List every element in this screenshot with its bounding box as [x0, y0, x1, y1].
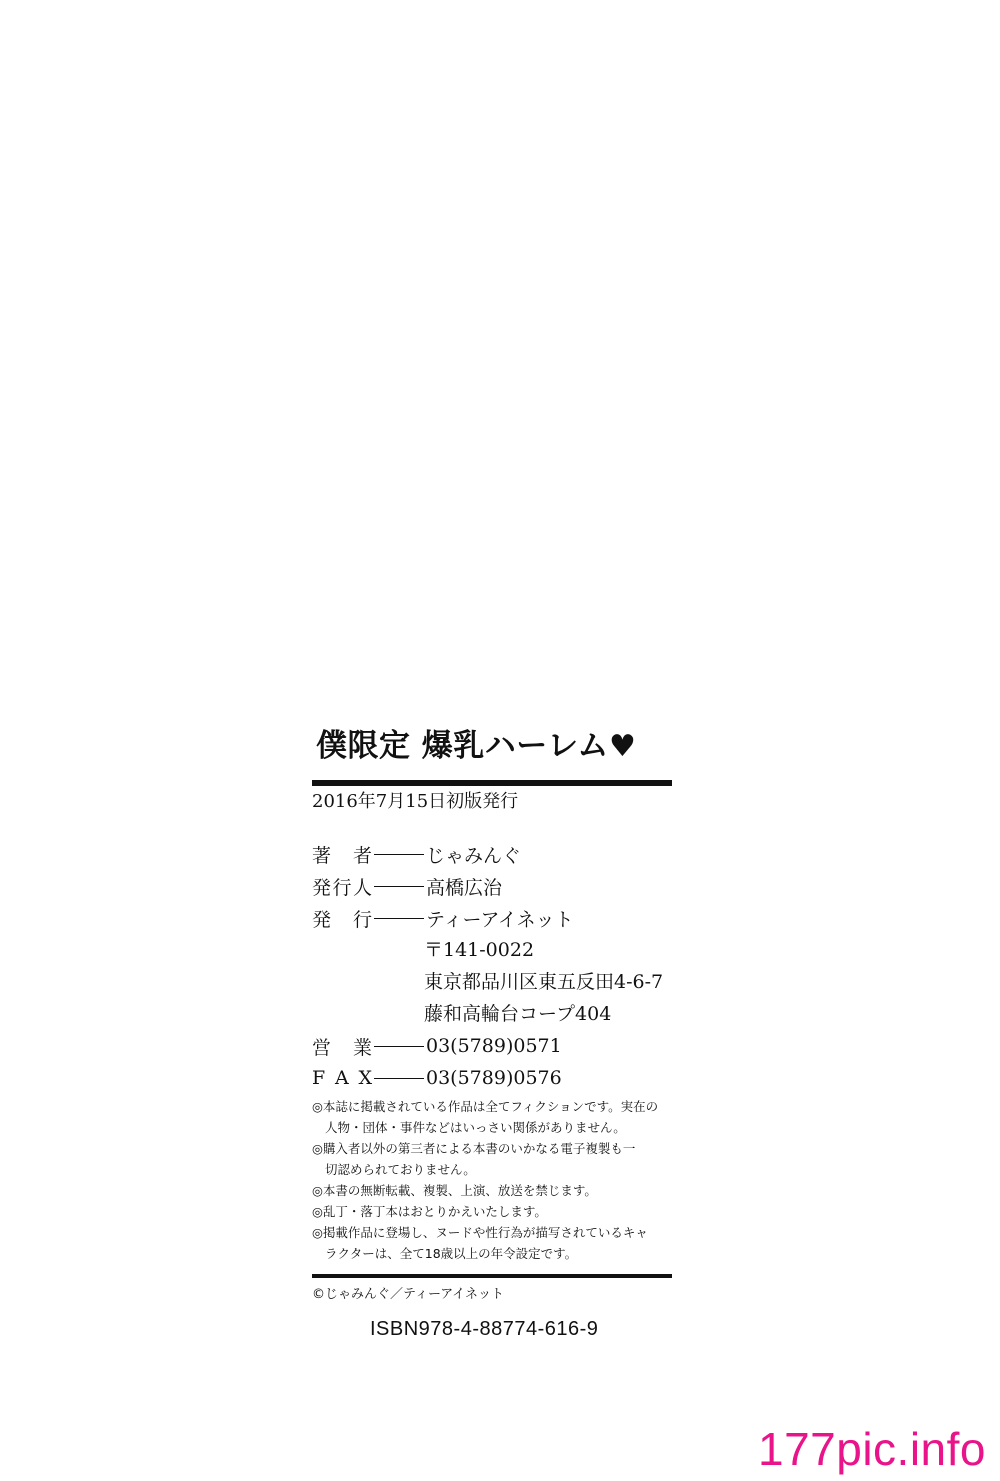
notice-line: ラクターは、全て18歳以上の年令設定です。 [325, 1246, 578, 1261]
heart-icon: ♥ [608, 729, 637, 764]
leader-dash [374, 854, 424, 855]
address-line-1: 東京都品川区東五反田4-6-7 [424, 971, 664, 993]
credit-label: 発 行 [312, 908, 372, 931]
postal-code: 〒141-0022 [424, 939, 535, 961]
title-rule [312, 780, 672, 786]
credit-label: 発行人 [312, 876, 372, 899]
credit-row-publisher [312, 902, 672, 934]
contact-label: 営 業 [312, 1036, 372, 1059]
book-title [312, 722, 672, 770]
credit-value: じゃみんぐ [426, 844, 522, 867]
contact-row-sales [312, 1030, 672, 1062]
leader-dash [374, 886, 424, 887]
credit-value: ティーアイネット [426, 908, 574, 931]
credit-label: 著 者 [312, 844, 372, 867]
notice-line: ◎乱丁・落丁本はおとりかえいたします。 [312, 1204, 547, 1219]
notice-line: ◎購入者以外の第三者による本書のいかなる電子複製も一 [312, 1141, 636, 1156]
credit-value: 高橋広治 [426, 876, 503, 899]
credit-row-publisher-person [312, 870, 672, 902]
notice-line: ◎本書の無断転載、複製、上演、放送を禁じます。 [312, 1183, 597, 1198]
notice-line: 人物・団体・事件などはいっさい関係がありません。 [325, 1120, 626, 1135]
contact-row-fax [312, 1062, 672, 1094]
contact-value: 03(5789)0576 [426, 1067, 562, 1089]
leader-dash [374, 918, 424, 919]
leader-dash [374, 1046, 424, 1047]
credit-row-author [312, 838, 672, 870]
credits [312, 838, 672, 1094]
contact-value: 03(5789)0571 [426, 1035, 562, 1057]
publication-date: 2016年7月15日初版発行 [312, 791, 519, 812]
notice-line: 切認められておりません。 [325, 1162, 476, 1177]
site-watermark: 177pic.info [758, 1423, 986, 1475]
leader-dash [374, 1078, 424, 1079]
contact-label: F A X [312, 1067, 372, 1089]
book-title-text: 僕限定 爆乳ハーレム [316, 728, 609, 764]
notices [312, 1096, 672, 1264]
isbn: ISBN978-4-88774-616-9 [370, 1318, 599, 1340]
copyright-line: ©じゃみんぐ／ティーアイネット [312, 1287, 505, 1302]
bottom-rule [312, 1274, 672, 1278]
notice-line: ◎本誌に掲載されている作品は全てフィクションです。実在の [312, 1099, 659, 1114]
colophon [312, 722, 672, 1344]
notice-line: ◎掲載作品に登場し、ヌードや性行為が描写されているキャ [312, 1225, 648, 1240]
address-line-2: 藤和高輪台コープ404 [424, 1003, 612, 1025]
